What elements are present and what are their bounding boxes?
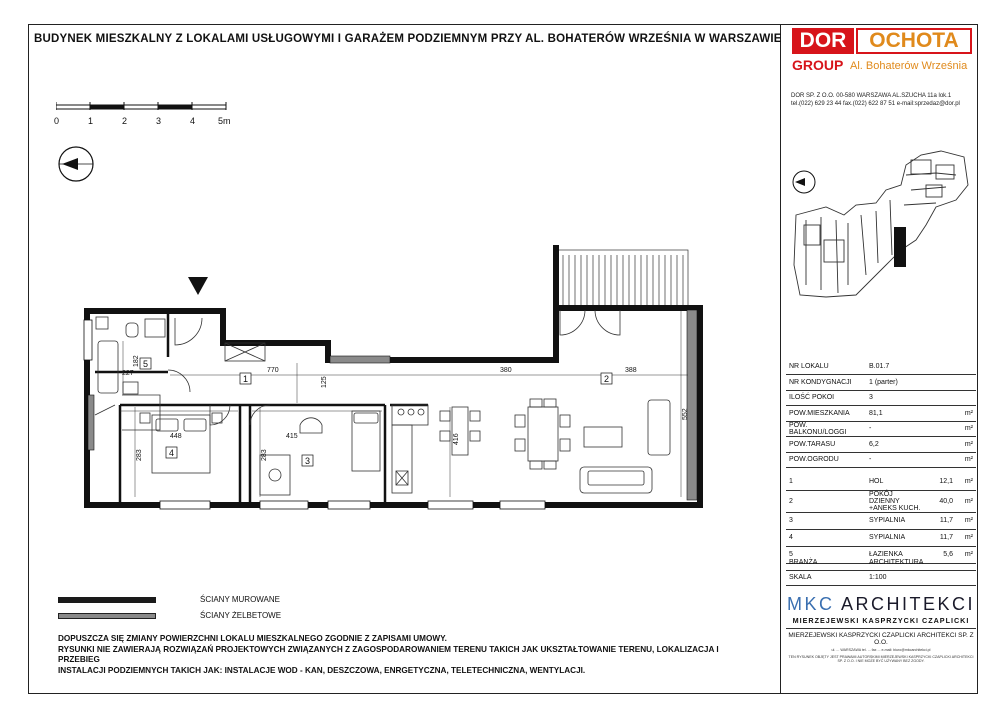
table-row: NR LOKALU B.01.7 <box>786 359 976 375</box>
page-title: BUDYNEK MIESZKALNY Z LOKALAMI USŁUGOWYMI I GARAŻEM PODZIEMNYM PRZY AL. BOHATERÓW WRZEŚNIA W WARSZAWIE <box>34 33 782 45</box>
scale-tick-1: 1 <box>88 116 94 126</box>
bedroom-3-furniture <box>260 411 380 495</box>
table-row: POW.OGRODU - m² <box>786 452 976 468</box>
rooms-table <box>786 473 976 564</box>
architect-company: MIERZEJEWSKI KASPRZYCKI CZAPLICKI ARCHITEKCI SP. Z O.O. <box>788 632 974 646</box>
floor-plan <box>60 235 760 520</box>
dim-770: 770 <box>267 367 279 374</box>
dim-182: 182 <box>133 355 140 367</box>
dimension-labels <box>122 355 689 461</box>
room-number-1: 1 <box>243 374 249 384</box>
table-row: ILOŚĆ POKOI 3 <box>786 390 976 406</box>
windows <box>84 320 545 509</box>
room-number-5: 5 <box>143 359 149 369</box>
room-number-4: 4 <box>169 448 175 458</box>
scale-bar <box>50 100 240 130</box>
dim-448: 448 <box>170 433 182 440</box>
table-row: 4 SYPIALNIA 11,7 m² <box>786 529 976 546</box>
developer-address: DOR SP. Z O.O. 00-580 WARSZAWA AL.SZUCHA 11a lok.1 <box>791 93 952 99</box>
dim-415: 415 <box>286 433 298 440</box>
logo-dor: DOR <box>792 28 854 54</box>
table-row: POW.TARASU 6,2 m² <box>786 437 976 453</box>
legend-concrete-swatch <box>58 613 156 619</box>
architect-logo: MKC ARCHITEKCI <box>786 594 976 614</box>
dining-table-icon <box>528 407 558 461</box>
sheet-divider <box>780 24 781 694</box>
washbasin-icon <box>145 319 165 337</box>
kitchen-counter <box>392 425 412 493</box>
living-room-furniture <box>515 399 670 493</box>
toilet-icon <box>126 323 138 337</box>
coffee-table-icon <box>584 427 622 447</box>
scale-tick-5: 5m <box>218 116 231 126</box>
room-number-labels <box>140 358 612 466</box>
table-row: 2 POKÓJ DZIENNY +ANEKS KUCH. 40,0 m² <box>786 490 976 512</box>
table-row: 1 HOL 12,1 m² <box>786 473 976 490</box>
logo-group: GROUP <box>792 57 844 73</box>
kitchen <box>392 405 480 493</box>
logo-address: Al. Bohaterów Września <box>850 60 968 72</box>
architect-fine-print-1: ul. ... WARSZAWA tel. ... fax ... e-mail: biuro@mkcarchitekci.pl <box>831 648 931 652</box>
bathroom-fixtures <box>96 317 165 394</box>
dim-388: 388 <box>625 367 637 374</box>
architect-block <box>786 594 976 664</box>
drawing-meta-table <box>786 555 976 586</box>
dim-416: 416 <box>453 433 460 445</box>
scale-tick-4: 4 <box>190 116 196 126</box>
table-row: POW. BALKONU/LOGGI - m² <box>786 421 976 437</box>
dim-227: 227 <box>122 370 134 377</box>
table-row: 3 SYPIALNIA 11,7 m² <box>786 512 976 529</box>
room-number-3: 3 <box>305 456 311 466</box>
note-3: INSTALACJI PODZIEMNYCH TAKICH JAK: INSTALACJE WOD - KAN, DESZCZOWA, ENRGETYCZNA, TELETECHNICZNA, WENTYLACJI. <box>58 665 586 675</box>
doors <box>95 310 620 430</box>
key-plan-unit-highlight <box>894 227 906 267</box>
sink-icon <box>123 382 138 394</box>
key-plan <box>786 145 976 305</box>
dim-552: 552 <box>682 408 689 420</box>
developer-phone: tel.(022) 629 23 44 fax.(022) 622 87 51 e-mail:sprzedaz@dor.pl <box>791 101 960 107</box>
dor-ochota-logo <box>788 28 978 74</box>
chair-icon <box>269 469 281 481</box>
table-row: POW.MIESZKANIA 81,1 m² <box>786 406 976 422</box>
bed-4-icon <box>140 413 222 473</box>
room-number-2: 2 <box>604 374 610 384</box>
table-row: BRANŻA ARCHITEKTURA <box>786 555 976 570</box>
table-row: SKALA 1:100 <box>786 570 976 585</box>
scale-tick-0: 0 <box>54 116 60 126</box>
entrance-arrow-icon <box>188 277 208 295</box>
legend-masonry: ŚCIANY MUROWANE <box>58 594 288 606</box>
legend-concrete: ŚCIANY ŻELBETOWE <box>58 610 288 622</box>
dim-125: 125 <box>321 376 328 388</box>
key-plan-compass-icon <box>793 171 815 193</box>
legend-masonry-swatch <box>58 597 156 603</box>
architect-fine-print-2: TEN RYSUNEK OBJĘTY JEST PRAWAMI AUTORSKIMI MIERZEJEWSKI KASPRZYCKI CZAPLICKI ARCHITEKCI SP. Z O.O. I NIE MOŻE BYĆ UŻYWANY BEZ ZGODY. <box>788 654 974 664</box>
logo-ochota: OCHOTA <box>856 28 972 54</box>
scale-bar-graphic <box>56 100 246 114</box>
washing-machine-icon <box>96 317 108 329</box>
architect-subtitle: MIERZEJEWSKI KASPRZYCKI CZAPLICKI <box>792 616 970 625</box>
bed-3-icon <box>352 411 380 471</box>
kitchen-island <box>452 407 468 455</box>
sofa-icon <box>648 400 670 455</box>
unit-info-table <box>786 359 976 468</box>
armchair-icon <box>300 418 322 433</box>
terrace <box>558 250 688 308</box>
dim-283-a: 283 <box>136 449 143 461</box>
dim-283-b: 283 <box>261 449 268 461</box>
note-1: DOPUSZCZA SIĘ ZMIANY POWIERZCHNI LOKALU MIESZKALNEGO ZGODNIE Z ZAPISAMI UMOWY. <box>58 634 447 643</box>
developer-contact <box>791 92 960 108</box>
table-row: NR KONDYGNACJI 1 (parter) <box>786 375 976 391</box>
north-arrow-icon <box>56 144 96 184</box>
notes <box>58 634 758 676</box>
scale-tick-3: 3 <box>156 116 162 126</box>
table-row: 5 ŁAZIENKA 5,6 m² <box>786 546 976 563</box>
bathtub-icon <box>98 341 118 393</box>
dim-380: 380 <box>500 367 512 374</box>
scale-tick-2: 2 <box>122 116 128 126</box>
note-2: RYSUNKI NIE ZAWIERAJĄ ROZWIĄZAŃ PROJEKTOWYCH ZWIĄZANYCH Z ZAGOSPODAROWANIEM TERENU TAKICH JAK UKSZTAŁTOWANIE TERENU, LOKALIZACJA I PRZEBIEG <box>58 644 719 665</box>
